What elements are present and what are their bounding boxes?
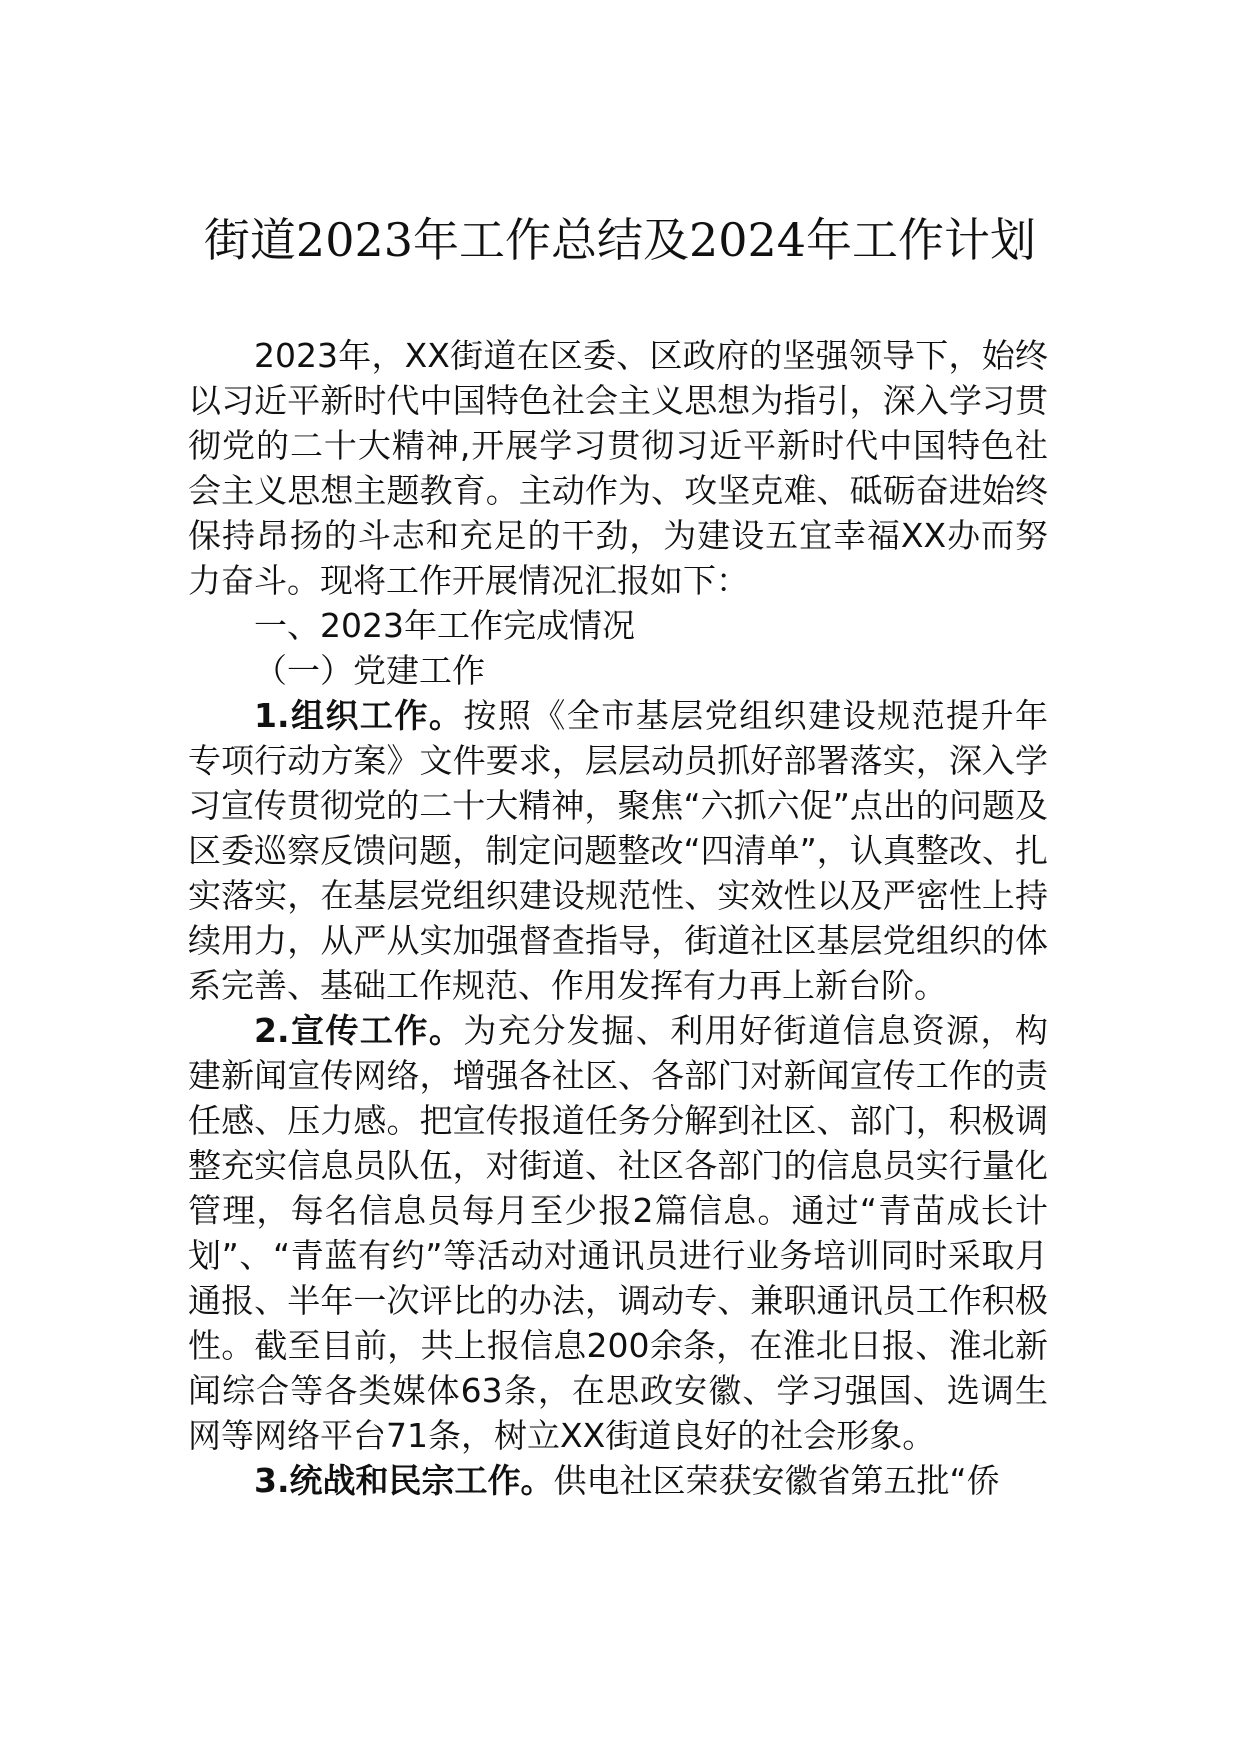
subsection-heading: （一）党建工作: [254, 651, 485, 690]
item-text: 供电社区荣获安徽省第五批“侨: [553, 1461, 1000, 1500]
item-paragraph-united-front: [188, 1458, 1048, 1503]
item-lead: 1.组织工作。: [254, 696, 464, 735]
item-text: 按照《全市基层党组织建设规范提升年专项行动方案》文件要求，层层动员抓好部署落实，深入学习宣传贯彻党的二十大精神，聚焦“六抓六促”点出的问题及区委巡察反馈问题，制定问题整改“四清单”，认真整改、扎实落实，在基层党组织建设规范性、实效性以及严密性上持续用力，从严从实加强督查指导，街道社区基层党组织的体系完善、基础工作规范、作用发挥有力再上新台阶。: [188, 696, 1049, 1005]
section-heading: 一、2023年工作完成情况: [254, 606, 635, 645]
item-paragraph-organization: [188, 693, 1048, 1008]
intro-paragraph: 2023年，XX街道在区委、区政府的坚强领导下，始终以习近平新时代中国特色社会主义思想为指引，深入学习贯彻党的二十大精神,开展学习贯彻习近平新时代中国特色社会主义思想主题教育。主动作为、攻坚克难、砥砺奋进始终保持昂扬的斗志和充足的干劲，为建设五宜幸福XX办而努力奋斗。现将工作开展情况汇报如下：: [188, 336, 1048, 600]
item-text: 为充分发掘、利用好街道信息资源，构建新闻宣传网络，增强各社区、各部门对新闻宣传工作的责任感、压力感。把宣传报道任务分解到社区、部门，积极调整充实信息员队伍，对街道、社区各部门的信息员实行量化管理，每名信息员每月至少报2篇信息。通过“青苗成长计划”、“青蓝有约”等活动对通讯员进行业务培训同时采取月通报、半年一次评比的办法，调动专、兼职通讯员工作积极性。截至目前，共上报信息200余条，在淮北日报、淮北新闻综合等各类媒体63条，在思政安徽、学习强国、选调生网等网络平台71条，树立XX街道良好的社会形象。: [188, 1011, 1049, 1455]
document-body: [188, 333, 1048, 1503]
item-lead: 2.宣传工作。: [254, 1011, 464, 1050]
document-title: 街道2023年工作总结及2024年工作计划: [203, 213, 1037, 267]
item-lead: 3.统战和民宗工作。: [254, 1461, 554, 1500]
item-paragraph-publicity: [188, 1008, 1048, 1458]
